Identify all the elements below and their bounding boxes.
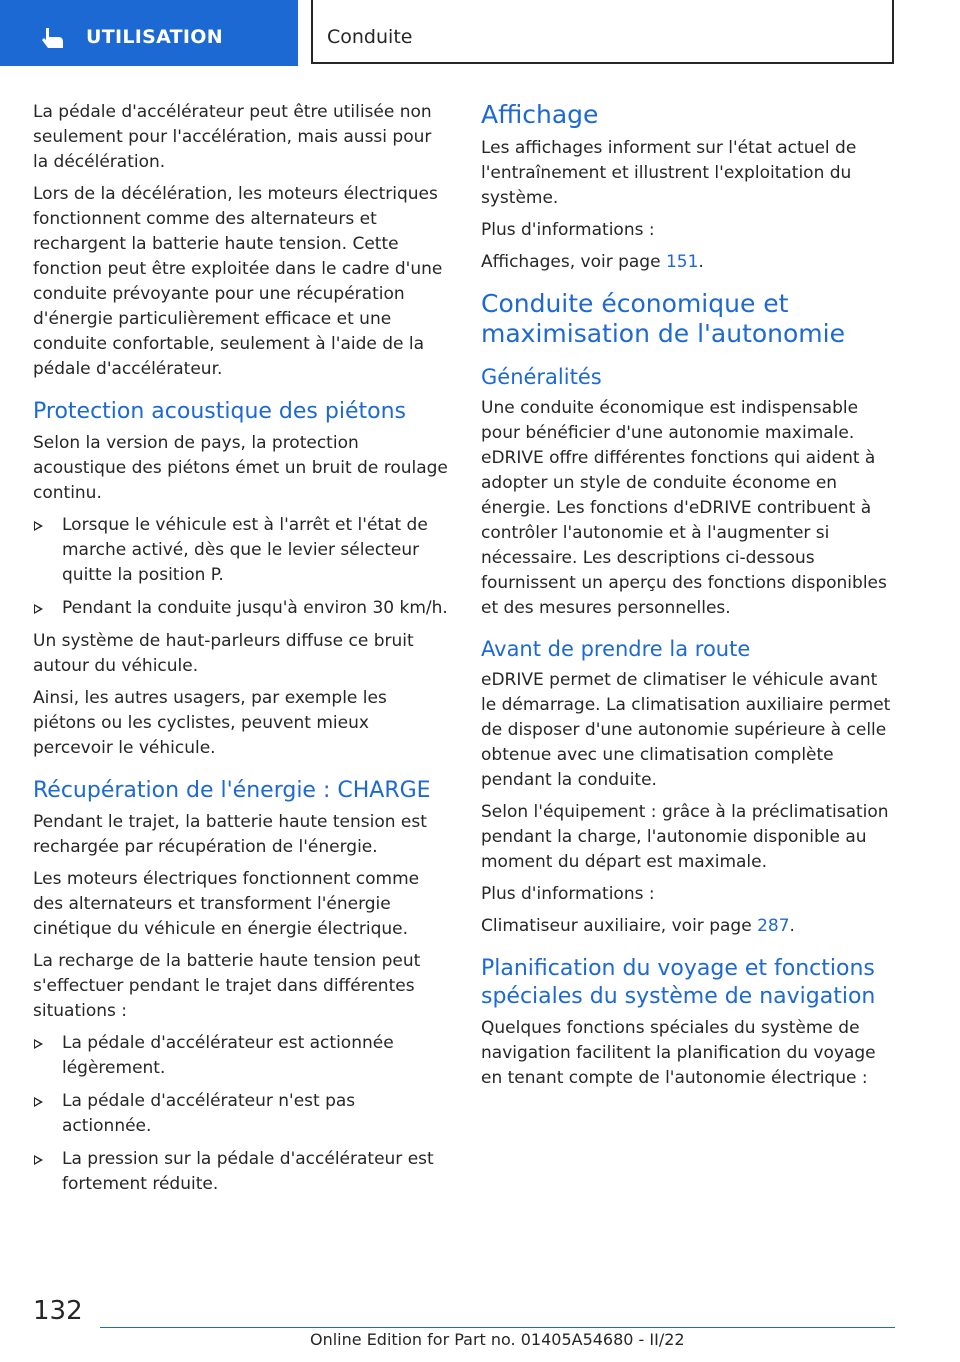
paragraph: Les affichages informent sur l'état actuel de l'entraînement et illustrent l'exploitation du système. (481, 138, 857, 208)
paragraph: Un système de haut-parleurs diffuse ce bruit autour du véhicule. (33, 631, 414, 676)
paragraph: Pendant le trajet, la batterie haute tension est rechargée par récupération de l'énergie. (33, 812, 427, 857)
list-item (33, 513, 449, 588)
cross-reference (481, 250, 897, 275)
paragraph: La recharge de la batterie haute tension peut s'effectuer pendant le trajet dans différentes situations : (33, 951, 421, 1021)
chapter-title: UTILISATION (86, 26, 223, 48)
list-item (33, 1031, 449, 1081)
reference-end: . (698, 252, 704, 272)
paragraph: La pédale d'accélérateur peut être utilisée non seulement pour l'accélération, mais aussi pour la décélération. (33, 102, 432, 172)
list-item-text: Pendant la conduite jusqu'à environ 30 km/h. (62, 598, 448, 618)
footer-divider (100, 1327, 895, 1328)
paragraph: Selon l'équipement : grâce à la préclimatisation pendant la charge, l'autonomie disponible au moment du départ est maximale. (481, 802, 889, 872)
list-item (33, 1089, 449, 1139)
reference-text: Affichages, voir page (481, 252, 666, 272)
right-column (481, 100, 897, 1098)
list-item-text: La pédale d'accélérateur est actionnée légèrement. (62, 1033, 394, 1078)
list-item (33, 1147, 449, 1197)
paragraph: Ainsi, les autres usagers, par exemple les piétons ou les cyclistes, peuvent mieux percevoir le véhicule. (33, 688, 387, 758)
page-link[interactable]: 151 (665, 252, 699, 272)
page-number: 132 (33, 1296, 83, 1326)
paragraph: eDRIVE permet de climatiser le véhicule avant le démarrage. La climatisation auxiliaire permet de disposer d'une autonomie supérieure à celle obtenue avec une climatisation complète pendant la conduite. (481, 670, 891, 790)
triangle-bullet-icon (34, 604, 43, 614)
triangle-bullet-icon (34, 1155, 43, 1165)
section-header (311, 0, 894, 64)
heading-energy-recovery: Récupération de l'énergie : CHARGE (33, 778, 431, 803)
list-item-text: La pédale d'accélérateur n'est pas actionnée. (62, 1091, 356, 1136)
heading-economic-driving: Conduite économique et maximisation de l'autonomie (481, 289, 845, 348)
paragraph: Une conduite économique est indispensable pour bénéficier d'une autonomie maximale. eDRIVE offre différentes fonctions qui aident à adopter un style de conduite économe en énergie. Les fonctions d'eDRIVE contribuent à contrôler l'autonomie et à l'augmenter si nécessaire. Les descriptions ci-dessous fournissent un aperçu des fonctions disponibles et des mesures personnelles. (481, 398, 887, 618)
reference-text: Climatiseur auxiliaire, voir page (481, 916, 758, 936)
more-info-label: Plus d'informations : (481, 220, 655, 240)
triangle-bullet-icon (34, 1097, 43, 1107)
reference-end: . (789, 916, 795, 936)
bullet-list (33, 513, 449, 621)
paragraph: Selon la version de pays, la protection acoustique des piétons émet un bruit de roulage continu. (33, 433, 448, 503)
more-info-label: Plus d'informations : (481, 884, 655, 904)
heading-general: Généralités (481, 365, 602, 389)
paragraph: Lors de la décélération, les moteurs électriques fonctionnent comme des alternateurs et rechargent la batterie haute tension. Cette fonction peut être exploitée dans le cadre d'une conduite prévoyante pour une récupération d'énergie particulièrement efficace et une conduite confortable, seulement à l'aide de la pédale d'accélérateur. (33, 184, 443, 379)
heading-before-departure: Avant de prendre la route (481, 637, 751, 661)
cross-reference (481, 914, 897, 939)
edition-note: Online Edition for Part no. 01405A54680 - II/22 (310, 1330, 685, 1349)
heading-trip-planning: Planification du voyage et fonctions spéciales du système de navigation (481, 956, 876, 1009)
heading-display: Affichage (481, 100, 599, 129)
page-header (0, 0, 960, 66)
list-item-text: Lorsque le véhicule est à l'arrêt et l'état de marche activé, dès que le levier sélecteur quitte la position P. (62, 515, 428, 585)
chapter-tab (0, 0, 298, 66)
left-column (33, 100, 449, 1205)
paragraph: Les moteurs électriques fonctionnent comme des alternateurs et transforment l'énergie cinétique du véhicule en énergie électrique. (33, 869, 420, 939)
paragraph: Quelques fonctions spéciales du système de navigation facilitent la planification du voyage en tenant compte de l'autonomie électrique : (481, 1018, 876, 1088)
heading-pedestrian-protection: Protection acoustique des piétons (33, 399, 406, 424)
list-item (33, 596, 449, 621)
page-link[interactable]: 287 (757, 916, 790, 936)
list-item-text: La pression sur la pédale d'accélérateur est fortement réduite. (62, 1149, 434, 1194)
hand-pointer-icon (38, 26, 68, 50)
triangle-bullet-icon (34, 1039, 43, 1049)
bullet-list (33, 1031, 449, 1197)
triangle-bullet-icon (34, 521, 43, 531)
section-title: Conduite (327, 26, 413, 48)
